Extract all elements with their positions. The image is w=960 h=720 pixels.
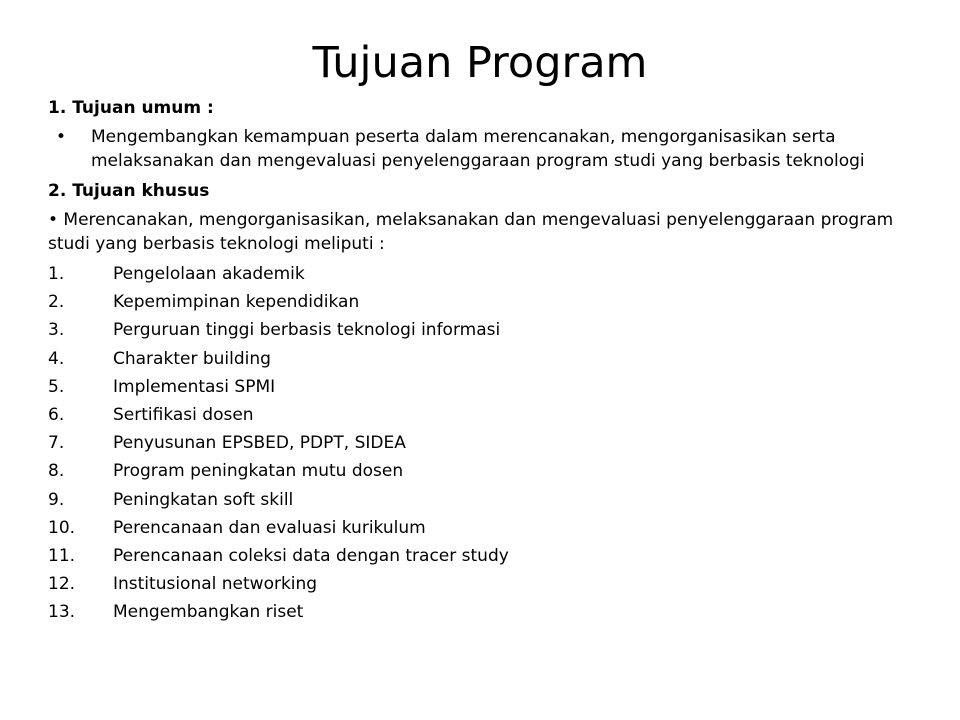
list-item (48, 571, 918, 596)
list-item (48, 515, 918, 540)
list-item-number: 8. (48, 461, 65, 482)
list-item (48, 430, 918, 455)
list-item (48, 487, 918, 512)
list-item-number: 10. (48, 517, 76, 538)
list-item-text: Perguruan tinggi berbasis teknologi informasi (113, 320, 501, 341)
specific-goals-list (48, 261, 918, 624)
section-heading-specific-goals: 2. Tujuan khusus (48, 181, 210, 201)
list-item-number: 2. (48, 292, 65, 313)
list-item (48, 599, 918, 624)
specific-goals-intro: • Merencanakan, mengorganisasikan, melaksanakan dan mengevaluasi penyelenggaraan program studi yang berbasis teknologi meliputi : (48, 210, 894, 254)
list-item-text: Program peningkatan mutu dosen (113, 461, 404, 482)
list-item-number: 6. (48, 404, 65, 425)
bullet-icon: • (56, 127, 67, 147)
list-item-number: 7. (48, 433, 65, 454)
list-item (48, 458, 918, 483)
list-item (48, 289, 918, 314)
list-item-number: 11. (48, 545, 76, 566)
list-item (48, 346, 918, 371)
list-item-number: 12. (48, 574, 76, 595)
slide-title: Tujuan Program (312, 38, 648, 88)
list-item-text: Charakter building (113, 348, 271, 369)
list-item-number: 4. (48, 348, 65, 369)
bullet-general-goal (48, 125, 918, 173)
list-item-text: Peningkatan soft skill (113, 489, 294, 510)
bullet-text: Mengembangkan kemampuan peserta dalam merencanakan, mengorganisasikan serta melaksanakan dan mengevaluasi penyelenggaraan program studi yang berbasis teknologi (91, 127, 865, 171)
list-item (48, 402, 918, 427)
list-item-text: Penyusunan EPSBED, PDPT, SIDEA (113, 433, 406, 454)
list-item-text: Implementasi SPMI (113, 376, 276, 397)
list-item-number: 13. (48, 602, 76, 623)
list-item-number: 9. (48, 489, 65, 510)
list-item-text: Institusional networking (113, 574, 318, 595)
list-item-number: 5. (48, 376, 65, 397)
list-item-text: Mengembangkan riset (113, 602, 304, 623)
list-item-text: Kepemimpinan kependidikan (113, 292, 360, 313)
slide-content (48, 96, 918, 627)
list-item (48, 261, 918, 286)
list-item (48, 317, 918, 342)
list-item (48, 374, 918, 399)
list-item (48, 543, 918, 568)
list-item-text: Pengelolaan akademik (113, 264, 305, 284)
list-item-text: Perencanaan coleksi data dengan tracer study (113, 545, 509, 566)
list-item-number: 1. (48, 264, 65, 284)
list-item-number: 3. (48, 320, 65, 341)
list-item-text: Sertifikasi dosen (113, 404, 254, 425)
section-heading-general-goals: 1. Tujuan umum : (48, 98, 214, 118)
list-item-text: Perencanaan dan evaluasi kurikulum (113, 517, 426, 538)
